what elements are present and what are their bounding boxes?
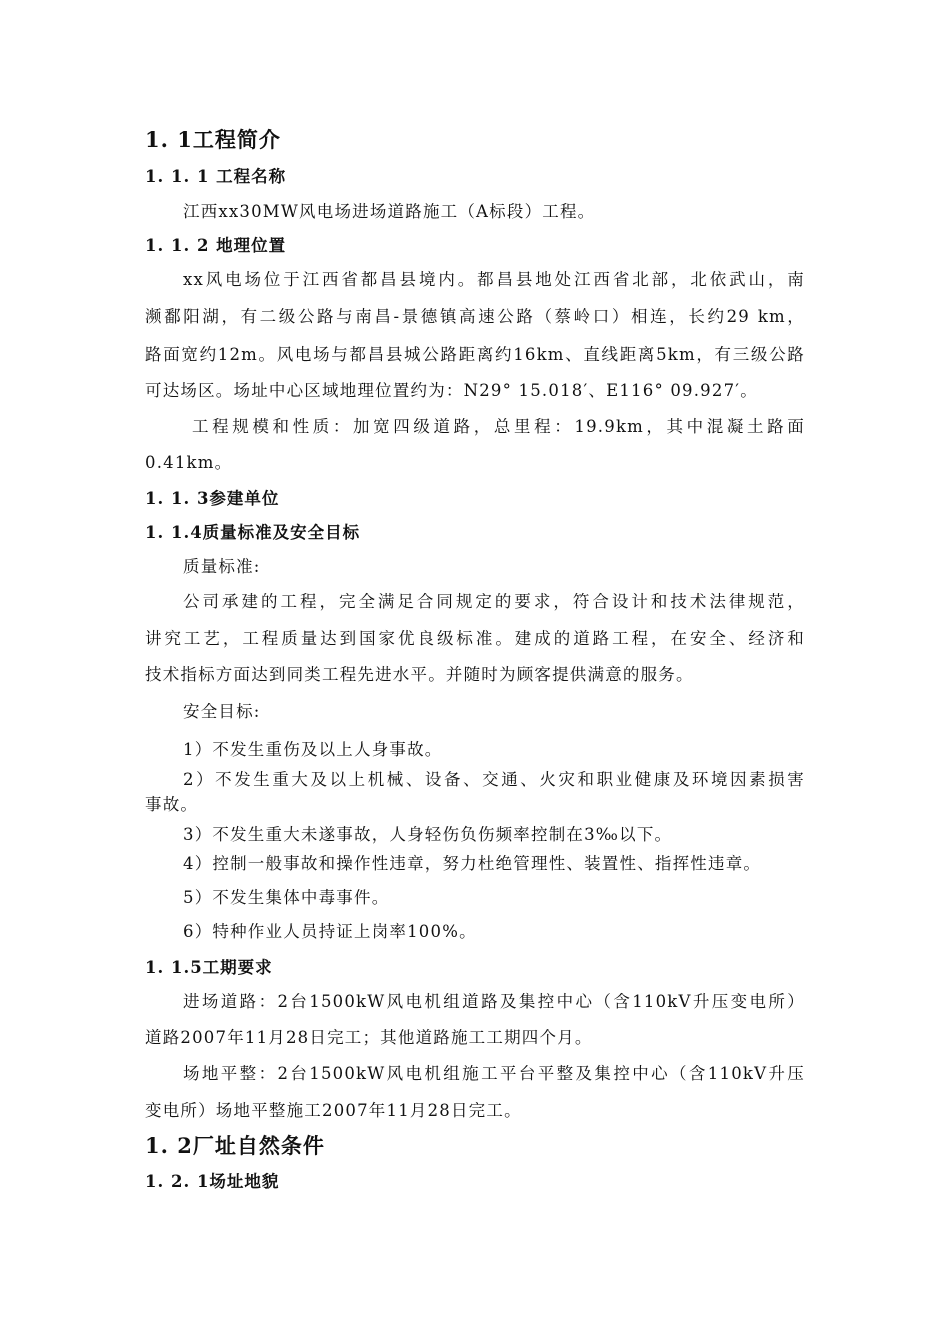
quality-para-line: 讲究工艺，工程质量达到国家优良级标准。建成的道路工程，在安全、经济和: [145, 629, 805, 648]
location-para-line: 路面宽约12m。风电场与都昌县城公路距离约16km、直线距离5km，有三级公路: [145, 345, 805, 364]
safety-item: 4）控制一般事故和操作性违章，努力杜绝管理性、装置性、指挥性违章。: [183, 854, 762, 873]
quality-para-line: 技术指标方面达到同类工程先进水平。并随时为顾客提供满意的服务。: [145, 665, 694, 684]
subsection-heading-1-2-1: 1. 2. 1场址地貌: [145, 1172, 280, 1191]
section-heading-1-2: 1. 2厂址自然条件: [145, 1133, 325, 1158]
location-para-line: 可达场区。场址中心区域地理位置约为：N29° 15.018′、E116° 09.927′。: [145, 381, 758, 400]
safety-item: 1）不发生重伤及以上人身事故。: [183, 740, 443, 759]
safety-item: 3）不发生重大未遂事故，人身轻伤负伤频率控制在3‰以下。: [183, 825, 673, 844]
scale-para-line: 0.41km。: [145, 453, 233, 472]
scale-para-line: 工程规模和性质：加宽四级道路，总里程：19.9km，其中混凝土路面: [192, 417, 805, 436]
subsection-heading-1-1-5: 1. 1.5工期要求: [145, 958, 273, 977]
schedule-para-line: 道路2007年11月28日完工；其他道路施工工期四个月。: [145, 1028, 593, 1047]
subsection-heading-1-1-2: 1. 1. 2 地理位置: [145, 236, 287, 255]
subsection-heading-1-1-1: 1. 1. 1 工程名称: [145, 167, 287, 186]
safety-label: 安全目标:: [183, 702, 261, 721]
safety-item-continued: 事故。: [145, 795, 199, 814]
subsection-heading-1-1-4: 1. 1.4质量标准及安全目标: [145, 523, 361, 542]
safety-item: 2）不发生重大及以上机械、设备、交通、火灾和职业健康及环境因素损害: [183, 770, 805, 789]
location-para-line: xx风电场位于江西省都昌县境内。都昌县地处江西省北部，北依武山，南: [183, 270, 805, 289]
schedule-para-line: 场地平整：2台1500kW风电机组施工平台平整及集控中心（含110kV升压: [183, 1064, 805, 1083]
quality-para-line: 公司承建的工程，完全满足合同规定的要求，符合设计和技术法律规范，: [183, 592, 805, 611]
subsection-heading-1-1-3: 1. 1. 3参建单位: [145, 489, 280, 508]
location-para-line: 濒鄱阳湖，有二级公路与南昌-景德镇高速公路（蔡岭口）相连，长约29 km，: [145, 307, 805, 326]
schedule-para-line: 变电所）场地平整施工2007年11月28日完工。: [145, 1101, 522, 1120]
quality-label: 质量标准:: [183, 557, 261, 576]
section-heading-1-1: 1. 1工程简介: [145, 127, 281, 152]
safety-item: 6）特种作业人员持证上岗率100%。: [183, 922, 477, 941]
safety-item: 5）不发生集体中毒事件。: [183, 888, 390, 907]
project-name-text: 江西xx30MW风电场进场道路施工（A标段）工程。: [183, 202, 596, 221]
schedule-para-line: 进场道路：2台1500kW风电机组道路及集控中心（含110kV升压变电所）: [183, 992, 805, 1011]
